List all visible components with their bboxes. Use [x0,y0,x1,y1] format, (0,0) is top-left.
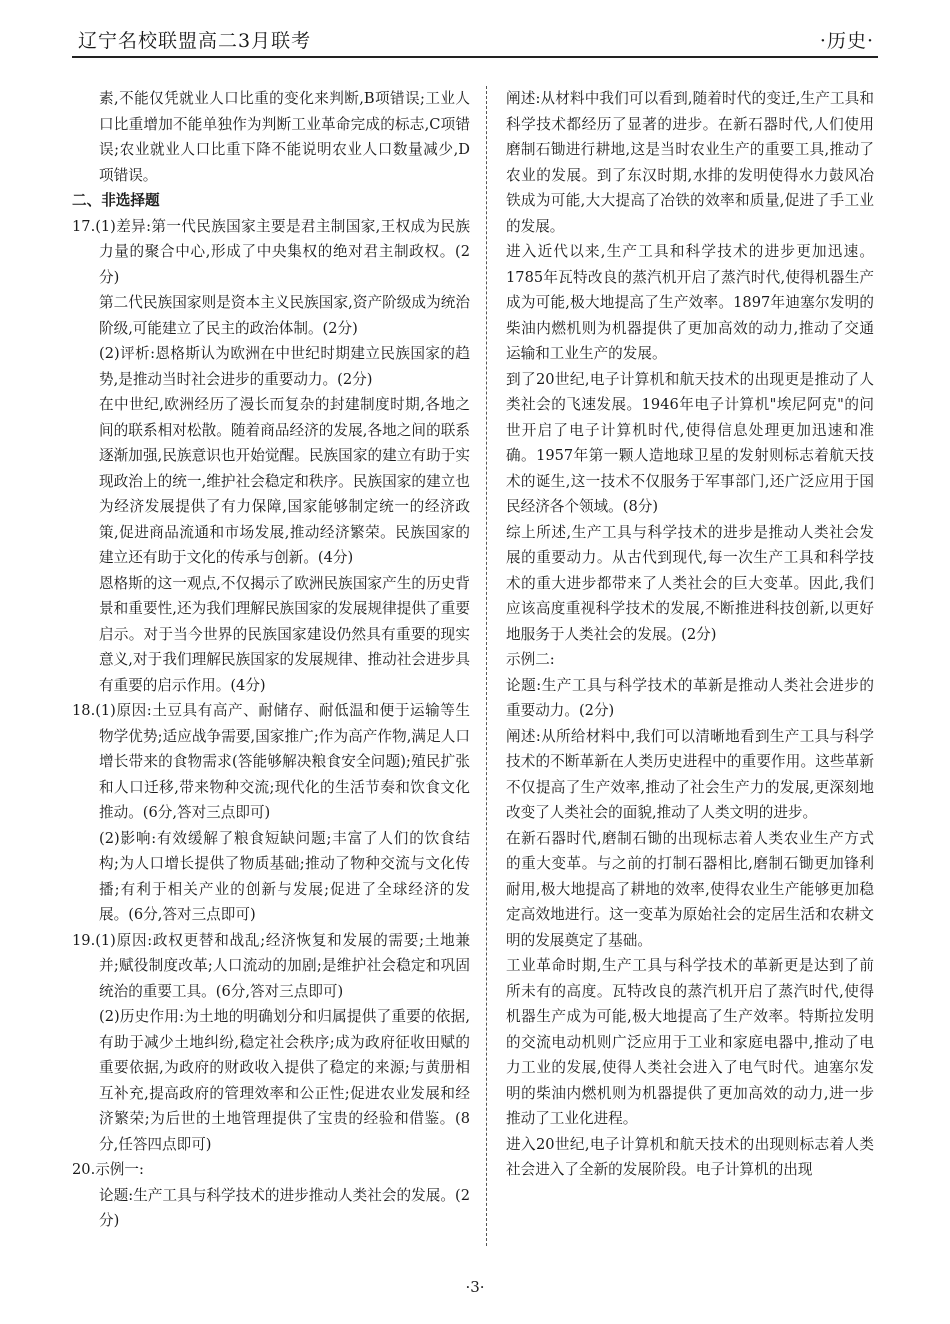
left-column [72,86,470,1234]
right-paragraph: 在新石器时代,磨制石锄的出现标志着人类农业生产方式的重大变革。与之前的打制石器相比,磨制石锄更加锋利耐用,极大地提高了耕地的效率,使得农业生产能够更加稳定高效地进行。这一变革为原始社会的定居生活和农耕文明的发展奠定了基础。 [506,829,874,949]
right-paragraph: 综上所述,生产工具与科学技术的进步是推动人类社会发展的重要动力。从古代到现代,每一次生产工具和科学技术的重大进步都带来了人类社会的巨大变革。因此,我们应该高度重视科学技术的发展,不断推进科技创新,以更好地服务于人类社会的发展。(2分) [506,523,874,643]
left-paragraph: 第二代民族国家则是资本主义民族国家,资产阶级成为统治阶级,可能建立了民主的政治体制。(2分) [99,294,470,337]
left-paragraph: 19.(1)原因:政权更替和战乱;经济恢复和发展的需要;土地兼并;赋役制度改革;人口流动的加剧;是维护社会稳定和巩固统治的重要工具。(6分,答对三点即可) [72,931,470,1000]
left-paragraph: (2)评析:恩格斯认为欧洲在中世纪时期建立民族国家的趋势,是推动当时社会进步的重要动力。(2分) [99,345,470,388]
left-paragraph: 论题:生产工具与科学技术的进步推动人类社会的发展。(2分) [99,1186,470,1229]
section-heading: 二、非选择题 [72,192,160,209]
left-paragraph: 在中世纪,欧洲经历了漫长而复杂的封建制度时期,各地之间的联系相对松散。随着商品经济的发展,各地之间的联系逐渐加强,民族意识也开始觉醒。民族国家的建立有助于实现政治上的统一,维护社会稳定和秩序。民族国家的建立也为经济发展提供了有力保障,国家能够制定统一的经济政策,促进商品流通和市场发展,推动经济繁荣。民族国家的建立还有助于文化的传承与创新。(4分) [99,396,470,566]
left-paragraph: 18.(1)原因:土豆具有高产、耐储存、耐低温和便于运输等生物学优势;适应战争需要,国家推广;作为高产作物,满足人口增长带来的食物需求(答能够解决粮食安全问题);殖民扩张和人口迁移,带来物种交流;现代化的生活节奏和饮食文化推动。(6分,答对三点即可) [72,702,470,821]
left-paragraph: (2)历史作用:为土地的明确划分和归属提供了重要的依据,有助于减少土地纠纷,稳定社会秩序;成为政府征收田赋的重要依据,为政府的财政收入提供了稳定的来源;与黄册相互补充,提高政府的管理效率和公正性;促进农业发展和经济繁荣;为后世的土地管理提供了宝贵的经验和借鉴。(8分,任答四点即可) [99,1008,470,1153]
right-paragraph: 进入20世纪,电子计算机和航天技术的出现则标志着人类社会进入了全新的发展阶段。电子计算机的出现 [506,1135,874,1178]
right-paragraph: 阐述:从所给材料中,我们可以清晰地看到生产工具与科学技术的不断革新在人类历史进程中的重要作用。这些革新不仅提高了生产效率,推动了社会生产力的发展,更深刻地改变了人类社会的面貌,推动了人类文明的进步。 [506,727,874,821]
left-paragraph: 20.示例一: [72,1161,144,1178]
page-number: ·3· [465,1278,485,1296]
right-paragraph: 工业革命时期,生产工具与科学技术的革新更是达到了前所未有的高度。瓦特改良的蒸汽机开启了蒸汽时代,使得机器生产成为可能,极大地提高了生产效率。特斯拉发明的交流电动机则广泛应用于工业和家庭电器中,推动了电力工业的发展,使得人类社会进入了电气时代。迪塞尔发明的柴油内燃机则为机器提供了更加高效的动力,进一步推动了工业化进程。 [506,957,874,1127]
subject-label: ·历史· [819,30,874,52]
column-divider [486,86,487,1246]
left-paragraph: 17.(1)差异:第一代民族国家主要是君主制国家,王权成为民族力量的聚合中心,形成了中央集权的绝对君主制政权。(2分) [72,217,470,286]
right-column [506,86,874,1183]
left-paragraph: 恩格斯的这一观点,不仅揭示了欧洲民族国家产生的历史背景和重要性,还为我们理解民族国家的发展规律提供了重要启示。对于当今世界的民族国家建设仍然具有重要的现实意义,对于我们理解民族国家的发展规律、推动社会进步具有重要的启示作用。(4分) [99,574,470,694]
right-paragraph: 论题:生产工具与科学技术的革新是推动人类社会进步的重要动力。(2分) [506,676,874,719]
exam-title: 辽宁名校联盟高二3月联考 [78,30,312,52]
page-header [72,22,878,58]
right-paragraph: 进入近代以来,生产工具和科学技术的进步更加迅速。1785年瓦特改良的蒸汽机开启了蒸汽时代,使得机器生产成为可能,极大地提高了生产效率。1897年迪塞尔发明的柴油内燃机则为机器提供了更加高效的动力,推动了交通运输和工业生产的发展。 [506,243,874,362]
right-paragraph: 到了20世纪,电子计算机和航天技术的出现更是推动了人类社会的飞速发展。1946年电子计算机"埃尼阿克"的问世开启了电子计算机时代,使得信息处理更加迅速和准确。1957年第一颗人造地球卫星的发射则标志着航天技术的诞生,这一技术不仅服务于军事部门,还广泛应用于国民经济各个领域。(8分) [506,370,874,515]
left-paragraph: (2)影响:有效缓解了粮食短缺问题;丰富了人们的饮食结构;为人口增长提供了物质基础;推动了物种交流与文化传播;有利于相关产业的创新与发展;促进了全球经济的发展。(6分,答对三点即可) [99,829,470,923]
right-paragraph: 示例二: [506,651,555,668]
left-paragraph: 素,不能仅凭就业人口比重的变化来判断,B项错误;工业人口比重增加不能单独作为判断工业革命完成的标志,C项错误;农业就业人口比重下降不能说明农业人口数量减少,D项错误。 [99,90,470,184]
right-paragraph: 阐述:从材料中我们可以看到,随着时代的变迁,生产工具和科学技术都经历了显著的进步。在新石器时代,人们使用磨制石锄进行耕地,这是当时农业生产的重要工具,推动了农业的发展。到了东汉时期,水排的发明使得水力鼓风冶铁成为可能,大大提高了冶铁的效率和质量,促进了手工业的发展。 [506,90,874,235]
